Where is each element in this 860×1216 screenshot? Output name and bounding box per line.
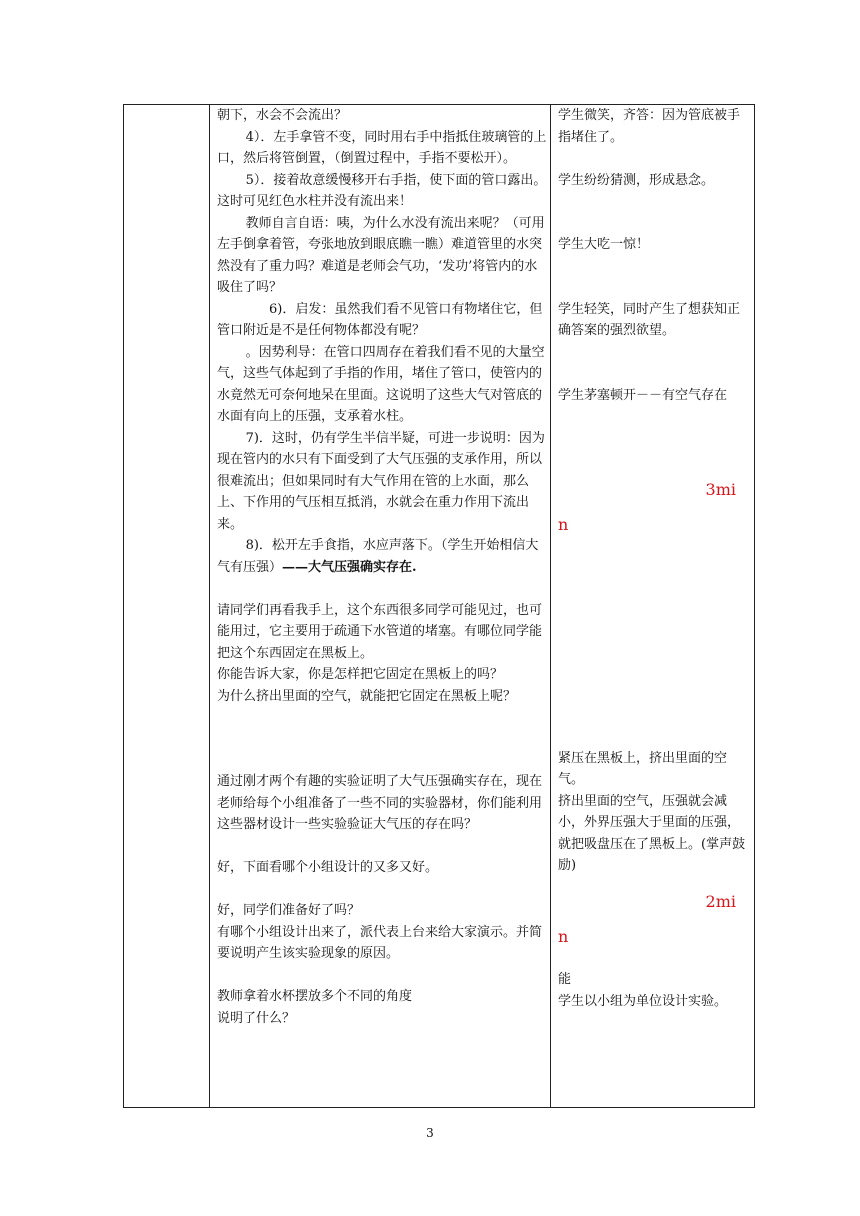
student-response: 学生茅塞顿开－－有空气存在 (558, 387, 728, 403)
student-response: 挤出里面的空气，压强就会减小，外界压强大于里面的压强，就把吸盘压在了黑板上。(掌声鼓励) (558, 793, 746, 873)
teacher-activity-column (217, 105, 547, 1029)
paragraph: 说明了什么？ (217, 1010, 296, 1026)
step-5: 5）．接着故意缓慢移开右手指，使下面的管口露出。这时可见红色水柱并没有流出来！ (217, 172, 547, 209)
paragraph: 好，同学们准备好了吗？ (217, 903, 361, 918)
student-response: 能 (558, 972, 572, 987)
student-response: 紧压在黑板上，挤出里面的空气。 (558, 750, 728, 787)
time-note-b-tail: n (558, 927, 569, 946)
lesson-table (123, 104, 755, 1108)
column-divider-1 (209, 105, 210, 1107)
page-number: 3 (426, 1126, 434, 1140)
conclusion: ——大气压强确实存在. (282, 559, 417, 575)
paragraph: 请同学们再看我手上，这个东西很多同学可能见过，也可能用过，它主要用于疏通下水管道的堵塞。有哪位同学能把这个东西固定在黑板上。 (217, 602, 543, 661)
paragraph: 教师拿着水杯摆放多个不同的角度 (217, 989, 413, 1004)
paragraph: 你能告诉大家，你是怎样把它固定在黑板上的吗？ (217, 667, 504, 682)
guidance: 。因势利导：在管口四周存在着我们看不见的大量空气，这些气体起到了手指的作用，堵住了管口，使管内的水竟然无可奈何地呆在里面。这说明了这些大气对管底的水面有向上的压强，支承着水柱。 (217, 344, 545, 424)
step-4: 4）．左手拿管不变，同时用右手中指抵住玻璃管的上口，然后将管倒置，（倒置过程中，手指不要松开）。 (217, 129, 547, 166)
paragraph: 通过刚才两个有趣的实验证明了大气压强确实存在，现在老师给每个小组准备了一些不同的实验器材，你们能利用这些器材设计一些实验验证大气压的存在吗？ (217, 774, 543, 832)
student-response: 学生纷纷猜测，形成悬念。 (558, 172, 715, 188)
text-line: 朝下，水会不会流出？ (217, 108, 348, 123)
step-8-text: 8)．松开左手食指，水应声落下。（学生开始相信大气有压强） (217, 538, 539, 575)
student-response: 学生以小组为单位设计实验。 (558, 993, 728, 1009)
time-note-a: 3mi (705, 479, 736, 499)
paragraph: 为什么挤出里面的空气，就能把它固定在黑板上呢？ (217, 688, 517, 704)
step-7: 7)．这时，仍有学生半信半疑，可进一步说明：因为现在管内的水只有下面受到了大气压强的支承作用，所以很难流出；但如果同时有大气作用在管的上水面，那么上、下作用的气压相互抵消，水就会在重力作用下流出来。 (217, 430, 545, 532)
paragraph: 好，下面看哪个小组设计的又多又好。 (217, 860, 439, 875)
student-response: 学生轻笑，同时产生了想获知正确答案的强烈欲望。 (558, 301, 741, 338)
student-response: 学生大吃一惊！ (558, 237, 650, 252)
time-note-a-tail: n (558, 515, 569, 534)
teacher-monologue: 教师自言自语：咦，为什么水没有流出来呢？（可用左手倒拿着管，夸张地放到眼底瞧一瞧）难道管里的水突然没有了重力吗？难道是老师会气功，‘发功’将管内的水吸住了吗？ (217, 215, 545, 295)
step-8 (217, 535, 547, 578)
column-divider-2 (550, 105, 551, 1107)
step-6: 6)．启发：虽然我们看不见管口有物堵住它，但管口附近是不是任何物体都没有呢？ (217, 301, 543, 338)
student-activity-column (558, 105, 748, 1012)
paragraph: 有哪个小组设计出来了，派代表上台来给大家演示。并简要说明产生该实验现象的原因。 (217, 924, 543, 961)
time-note-b: 2mi (705, 891, 736, 911)
student-response: 学生微笑，齐答：因为管底被手指堵住了。 (558, 108, 741, 145)
